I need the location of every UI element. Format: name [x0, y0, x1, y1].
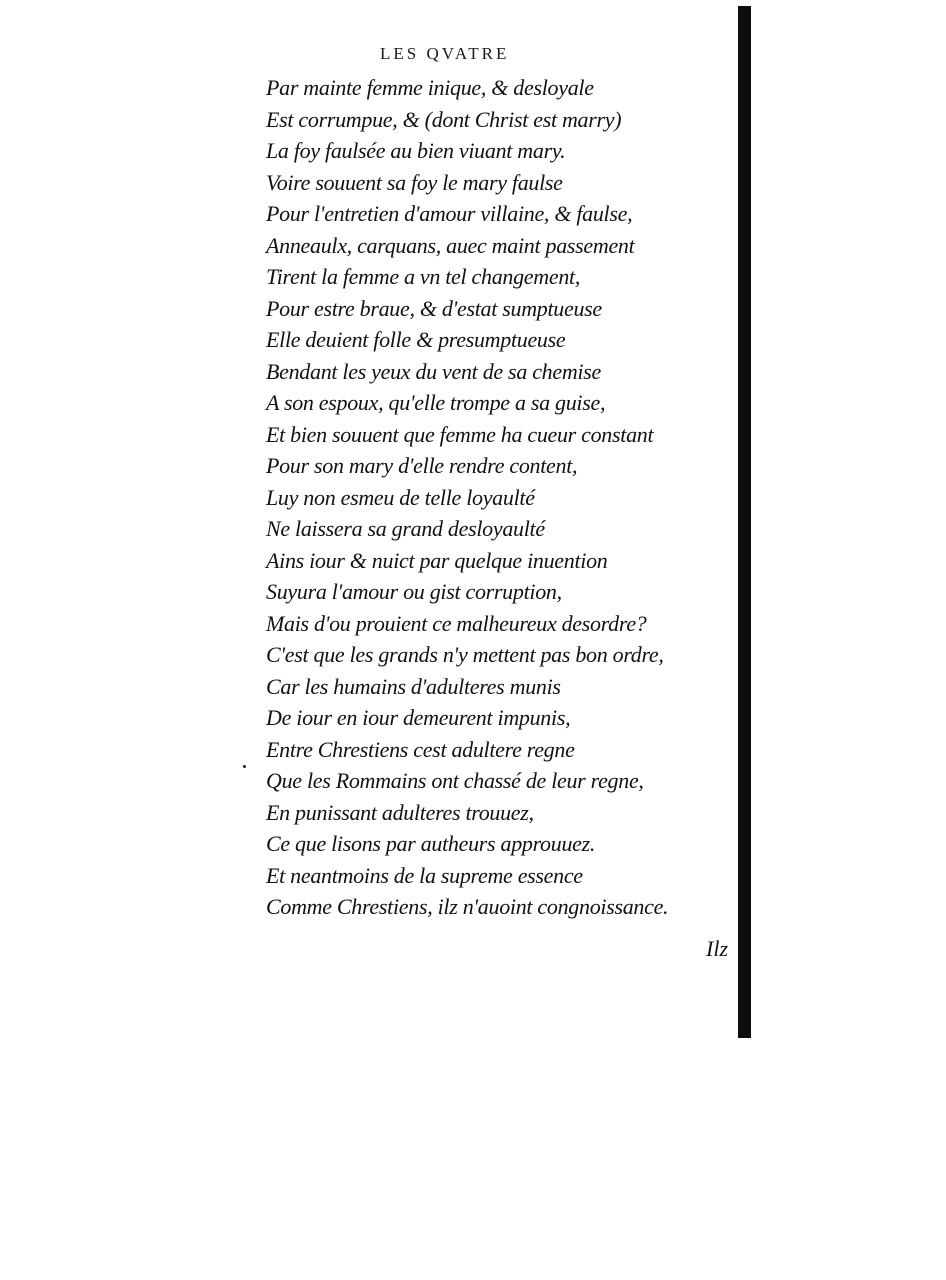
verse-line: Entre Chrestiens cest adultere regne — [266, 736, 575, 762]
verse-line: Mais d'ou prouient ce malheureux desordre? — [266, 610, 647, 636]
verse-line: C'est que les grands n'y mettent pas bon ordre, — [266, 642, 664, 667]
verse-line: Comme Chrestiens, ilz n'auoint congnoissance. — [266, 894, 669, 919]
verse-line: La foy faulsée au bien viuant mary. — [266, 138, 566, 163]
verse-line: Pour l'entretien d'amour villaine, & faulse, — [266, 201, 633, 226]
verse-line: Et bien souuent que femme ha cueur constant — [266, 421, 654, 447]
verse-line: Pour son mary d'elle rendre content, — [266, 453, 578, 478]
verse-line: Car les humains d'adulteres munis — [266, 673, 561, 699]
verse-line: De iour en iour demeurent impunis, — [266, 705, 571, 730]
verse-line: Ains iour & nuict par quelque inuention — [266, 547, 608, 573]
verse-line: Tirent la femme a vn tel changement, — [266, 264, 581, 289]
verse-line: Bendant les yeux du vent de sa chemise — [266, 358, 601, 384]
verse-line: Anneaulx, carquans, auec maint passement — [266, 232, 635, 258]
verse-list — [266, 72, 668, 923]
verse-line: Elle deuient folle & presumptueuse — [266, 327, 566, 352]
verse-line: Que les Rommains ont chassé de leur regne, — [266, 768, 644, 793]
scan-edge-bar — [738, 6, 751, 1038]
verse-line: Par mainte femme inique, & desloyale — [266, 75, 594, 100]
verse-line: Voire souuent sa foy le mary faulse — [266, 169, 563, 195]
ink-speck — [243, 765, 246, 768]
verse-line: Suyura l'amour ou gist corruption, — [266, 579, 562, 604]
catchword: Ilz — [706, 936, 728, 961]
running-head: LES QVATRE — [380, 44, 510, 63]
verse-line: Pour estre braue, & d'estat sumptueuse — [266, 295, 602, 321]
verse-line: Luy non esmeu de telle loyaulté — [266, 484, 535, 510]
verse-line: Ce que lisons par autheurs approuuez. — [266, 831, 596, 856]
verse-line: A son espoux, qu'elle trompe a sa guise, — [266, 390, 606, 415]
verse-line: En punissant adulteres trouuez, — [266, 799, 534, 825]
verse-line: Et neantmoins de la supreme essence — [266, 862, 583, 888]
verse-line: Est corrumpue, & (dont Christ est marry) — [266, 106, 622, 132]
verse-line: Ne laissera sa grand desloyaulté — [266, 516, 545, 541]
